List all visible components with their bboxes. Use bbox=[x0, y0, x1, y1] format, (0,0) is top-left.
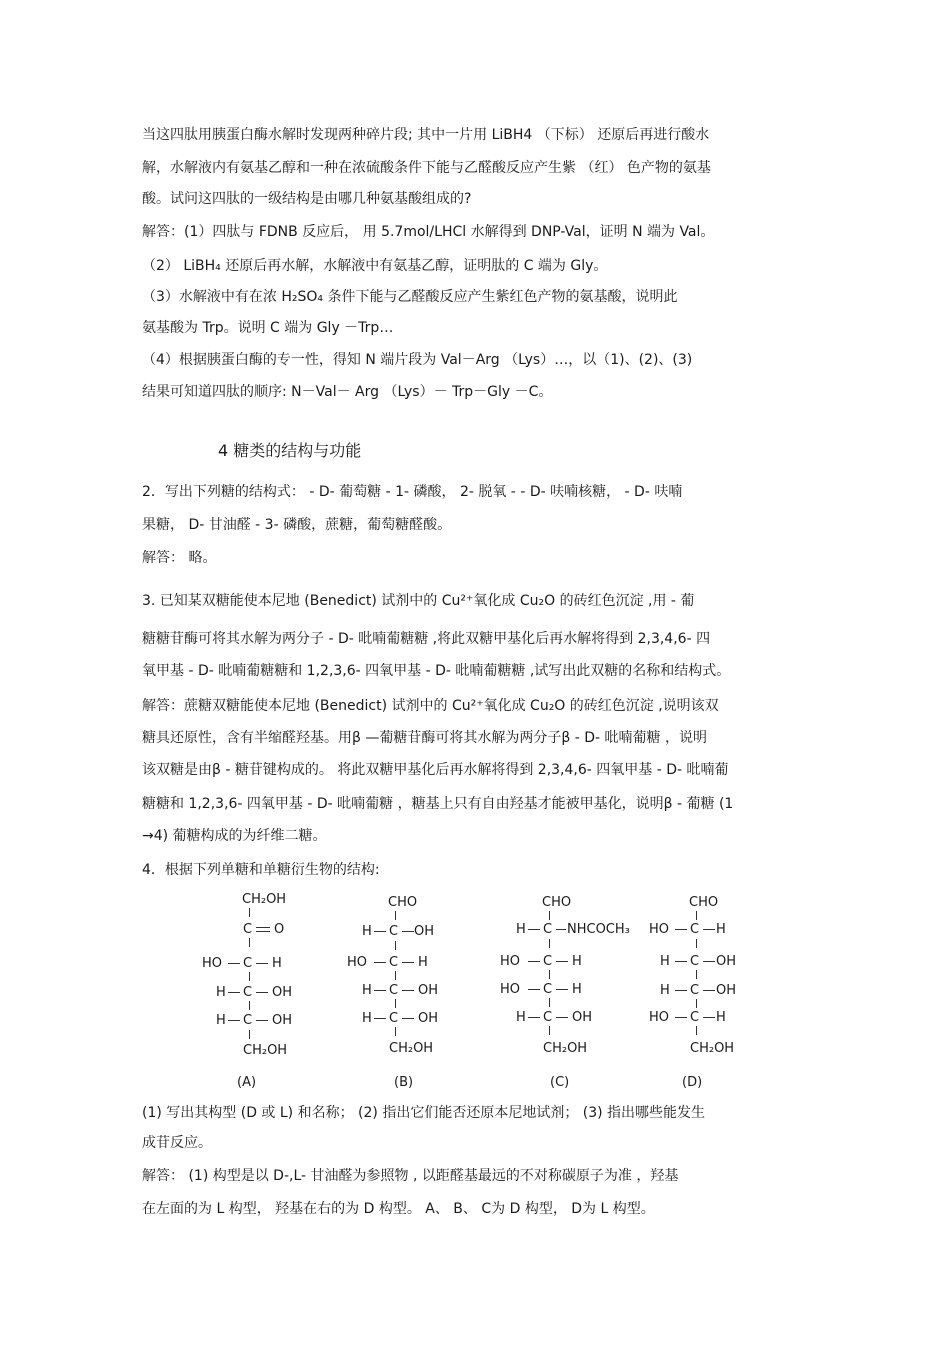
carbon: C bbox=[389, 955, 399, 970]
text-line: 糖糖和 1,2,3,6- 四氧甲基 - D- 吡喃葡糖 ，糖基上只有自由羟基才能被甲基化，说明β - 葡糖 (1 bbox=[142, 796, 734, 812]
structure-label: (B) bbox=[394, 1075, 414, 1090]
formula-bottom: CH₂OH bbox=[690, 1041, 735, 1056]
carbon: C bbox=[543, 1010, 553, 1025]
row5-right: OH bbox=[418, 1011, 439, 1026]
text-line: →4) 葡糖构成的为纤维二糖。 bbox=[142, 828, 327, 844]
structure-label: (A) bbox=[237, 1075, 257, 1090]
formula-bottom: CH₂OH bbox=[389, 1041, 434, 1056]
row3-right: H bbox=[418, 955, 428, 970]
carbon: C bbox=[243, 956, 253, 971]
text-line: 解，水解液内有氨基乙醇和一种在浓硫酸条件下能与乙醛酸反应产生紫 （红） 色产物的氨基 bbox=[142, 160, 711, 176]
row3-left: HO bbox=[347, 955, 368, 970]
structure-label: (C) bbox=[550, 1075, 570, 1090]
row2-left: H bbox=[516, 922, 526, 937]
carbon: C bbox=[690, 922, 700, 937]
row5-right: OH bbox=[572, 1010, 593, 1025]
carbon: C bbox=[543, 982, 553, 997]
row5-right: OH bbox=[272, 1013, 293, 1028]
text-line: 3. 已知某双糖能使本尼地 (Benedict) 试剂中的 Cu²⁺氧化成 Cu₂O 的砖红色沉淀 ,用 - 葡 bbox=[142, 593, 695, 609]
section-heading: 4 糖类的结构与功能 bbox=[218, 441, 362, 460]
carbon: C bbox=[690, 1010, 700, 1025]
carbon: C bbox=[389, 983, 399, 998]
row5-left: H bbox=[216, 1013, 226, 1028]
formula-bottom: CH₂OH bbox=[243, 1043, 288, 1058]
text-line: 解答：蔗糖双糖能使本尼地 (Benedict) 试剂中的 Cu²⁺氧化成 Cu₂O 的砖红色沉淀 ,说明该双 bbox=[142, 698, 719, 714]
row2-right: H bbox=[716, 922, 726, 937]
text-line: 在左面的为 L 构型， 羟基在右的为 D 构型。 A、 B、 C为 D 构型， D为 L 构型。 bbox=[142, 1201, 655, 1217]
row4-left: H bbox=[216, 985, 226, 1000]
text-line: （4）根据胰蛋白酶的专一性，得知 N 端片段为 Val－Arg （Lys）…，以（1)、(2)、(3) bbox=[142, 352, 693, 368]
row3-right: H bbox=[572, 954, 582, 969]
text-line: 当这四肽用胰蛋白酶水解时发现两种碎片段; 其中一片用 LiBH4 （下标） 还原后再进行酸水 bbox=[142, 127, 710, 143]
formula-top: CHO bbox=[542, 895, 572, 910]
formula-bottom: CH₂OH bbox=[543, 1041, 588, 1056]
formula-top: CHO bbox=[388, 895, 418, 910]
carbon: C bbox=[690, 983, 700, 998]
row4-left: HO bbox=[500, 982, 521, 997]
row2-right: OH bbox=[414, 924, 435, 939]
text-line: 4．根据下列单糖和单糖衍生物的结构: bbox=[142, 862, 380, 878]
row4-right: H bbox=[572, 982, 582, 997]
row4-right: OH bbox=[272, 985, 293, 1000]
text-line: (1) 写出其构型 (D 或 L) 和名称； (2) 指出它们能否还原本尼地试剂； (3) 指出哪些能发生 bbox=[142, 1105, 706, 1121]
row2-left: H bbox=[362, 924, 372, 939]
text-line: 2．写出下列糖的结构式： - D- 葡萄糖 - 1- 磷酸， 2- 脱氧 - - D- 呋喃核糖， - D- 呋喃 bbox=[142, 484, 683, 500]
carbon: C bbox=[389, 1011, 399, 1026]
text-line: 解答： (1) 构型是以 D-,L- 甘油醛为参照物 , 以距醛基最远的不对称碳原子为准 ，羟基 bbox=[142, 1168, 679, 1184]
carbon: C bbox=[690, 954, 700, 969]
text-line: 氧甲基 - D- 吡喃葡糖糖和 1,2,3,6- 四氧甲基 - D- 吡喃葡糖糖 ,试写出此双糖的名称和结构式。 bbox=[142, 663, 731, 679]
row3-right: OH bbox=[716, 954, 737, 969]
row4-right: OH bbox=[716, 983, 737, 998]
row4-left: H bbox=[660, 983, 670, 998]
text-line: 解答：(1）四肽与 FDNB 反应后， 用 5.7mol/LHCl 水解得到 DNP-Val，证明 N 端为 Val。 bbox=[142, 224, 715, 240]
text-line: 成苷反应。 bbox=[142, 1135, 212, 1151]
row5-right: H bbox=[716, 1010, 726, 1025]
text-line: 糖糖苷酶可将其水解为两分子 - D- 吡喃葡糖糖 ,将此双糖甲基化后再水解将得到 2,3,4,6- 四 bbox=[142, 631, 711, 647]
row5-left: H bbox=[362, 1011, 372, 1026]
row2-left: HO bbox=[649, 922, 670, 937]
formula-top: CH₂OH bbox=[242, 892, 287, 907]
text-line: 糖具还原性，含有半缩醛羟基。用β —葡糖苷酶可将其水解为两分子β - D- 吡喃葡糖 ，说明 bbox=[142, 730, 708, 746]
text-line: 果糖， D- 甘油醛 - 3- 磷酸，蔗糖，葡萄糖醛酸。 bbox=[142, 517, 452, 533]
text-line: 酸。试问这四肽的一级结构是由哪几种氨基酸组成的? bbox=[142, 191, 472, 207]
row3-left: H bbox=[660, 954, 670, 969]
row3-left: HO bbox=[500, 954, 521, 969]
row5-left: H bbox=[516, 1010, 526, 1025]
carbon: C bbox=[243, 922, 253, 937]
structure-label: (D) bbox=[682, 1075, 703, 1090]
row3-left: HO bbox=[202, 956, 223, 971]
row5-left: HO bbox=[649, 1010, 670, 1025]
carbonyl-oxygen: O bbox=[274, 922, 285, 937]
row4-right: OH bbox=[418, 983, 439, 998]
row3-right: H bbox=[272, 956, 282, 971]
formula-top: CHO bbox=[689, 895, 719, 910]
row2-right: NHCOCH₃ bbox=[567, 922, 630, 937]
row4-left: H bbox=[362, 983, 372, 998]
carbon: C bbox=[243, 1013, 253, 1028]
text-line: （2） LiBH₄ 还原后再水解，水解液中有氨基乙醇，证明肽的 C 端为 Gly。 bbox=[142, 258, 608, 274]
text-line: 氨基酸为 Trp。说明 C 端为 Gly －Trp… bbox=[142, 320, 394, 336]
text-line: （3）水解液中有在浓 H₂SO₄ 条件下能与乙醛酸反应产生紫红色产物的氨基酸，说明此 bbox=[142, 289, 678, 305]
carbon: C bbox=[543, 922, 553, 937]
text-line: 解答： 略。 bbox=[142, 550, 217, 566]
text-line: 结果可知道四肽的顺序: N－Val－ Arg （Lys）－ Trp－Gly －C。 bbox=[142, 384, 553, 400]
carbon: C bbox=[543, 954, 553, 969]
text-line: 该双糖是由β - 糖苷键构成的。 将此双糖甲基化后再水解将得到 2,3,4,6- 四氧甲基 - D- 吡喃葡 bbox=[142, 762, 729, 778]
carbon: C bbox=[389, 924, 399, 939]
carbon: C bbox=[243, 985, 253, 1000]
